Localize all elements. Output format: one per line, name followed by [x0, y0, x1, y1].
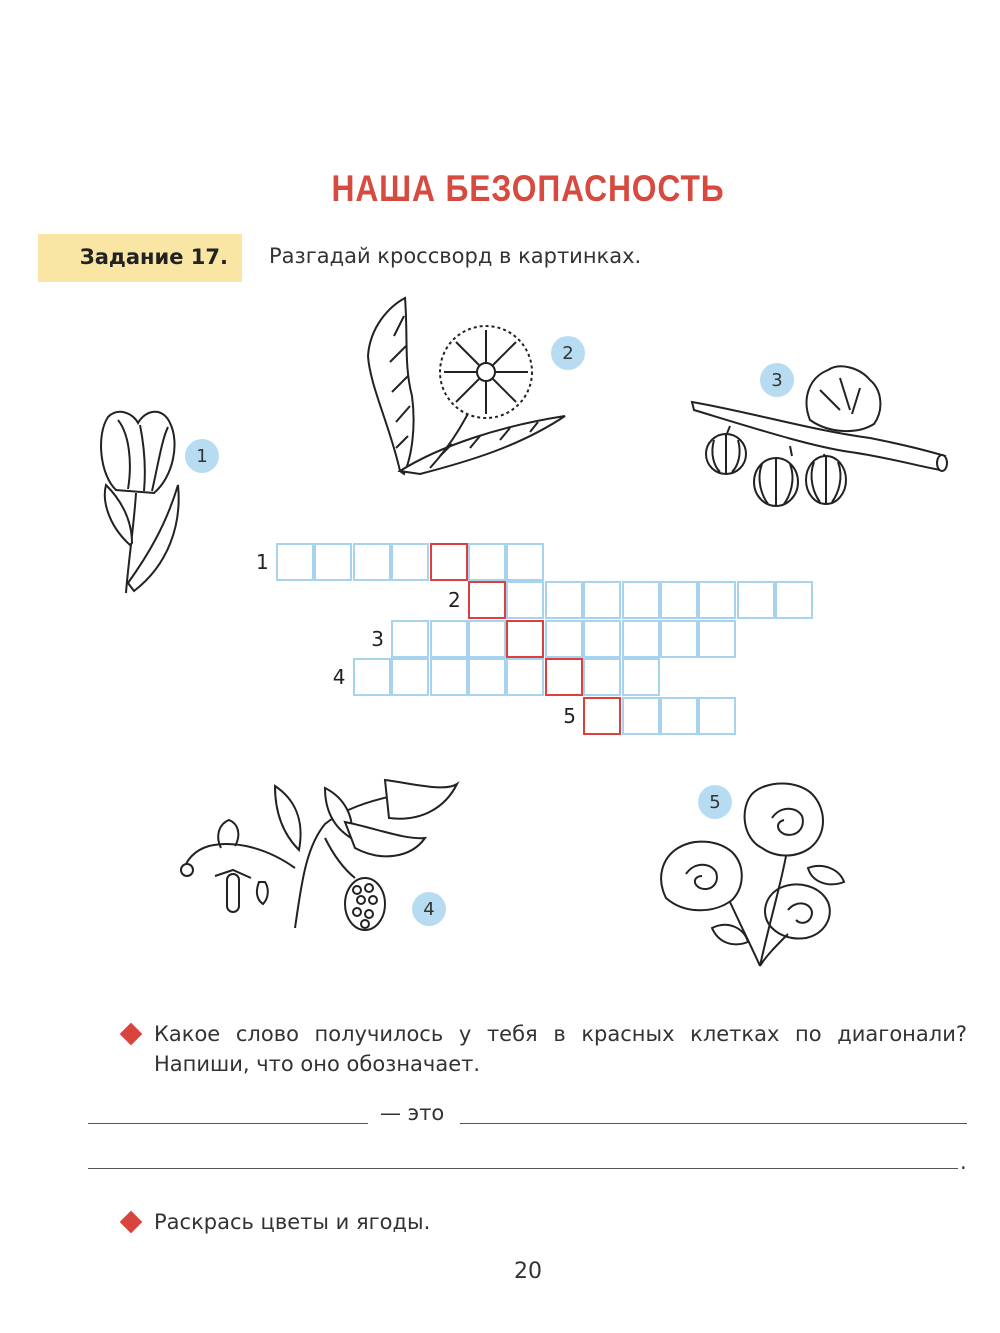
crossword-cell[interactable] — [583, 581, 621, 619]
page-number: 20 — [514, 1259, 542, 1284]
crossword-cell[interactable] — [622, 581, 660, 619]
crossword-cell[interactable] — [660, 620, 698, 658]
bullet-diamond-icon — [120, 1023, 143, 1046]
crossword-cell[interactable] — [353, 543, 391, 581]
picture-4-marker: 4 — [412, 892, 446, 926]
crossword-row-number: 2 — [448, 588, 461, 613]
page-title: НАША БЕЗОПАСНОСТЬ — [331, 168, 725, 209]
task-badge — [38, 234, 242, 282]
tulip-icon — [88, 405, 188, 600]
crossword-cell[interactable] — [468, 620, 506, 658]
crossword-row-number: 3 — [371, 626, 384, 651]
picture-1-marker: 1 — [185, 439, 219, 473]
crossword-cell-highlighted[interactable] — [468, 581, 506, 619]
crossword-cell-highlighted[interactable] — [583, 697, 621, 735]
crossword-cell[interactable] — [583, 620, 621, 658]
picture-5-marker: 5 — [698, 785, 732, 819]
crossword-cell[interactable] — [468, 543, 506, 581]
crossword-cell[interactable] — [276, 543, 314, 581]
picture-2-marker: 2 — [551, 336, 585, 370]
crossword-cell[interactable] — [583, 658, 621, 696]
answer-word-blank[interactable] — [88, 1123, 368, 1124]
crossword-cell[interactable] — [353, 658, 391, 696]
question-2: Раскрась цветы и ягоды. — [154, 1210, 431, 1234]
crossword-cell[interactable] — [660, 697, 698, 735]
crossword-cell[interactable] — [314, 543, 352, 581]
crossword-row-number: 1 — [256, 550, 269, 574]
crossword-row-number: 4 — [332, 665, 346, 690]
dandelion-icon — [360, 296, 570, 476]
crossword-cell[interactable] — [506, 658, 544, 696]
crossword-cell[interactable] — [545, 620, 583, 658]
picture-3-marker: 3 — [760, 363, 794, 397]
task-instruction: Разгадай кроссворд в картинках. — [269, 244, 642, 268]
crossword-cell[interactable] — [737, 581, 775, 619]
crossword-cell[interactable] — [391, 543, 429, 581]
crossword-cell-highlighted[interactable] — [506, 620, 544, 658]
crossword-cell-highlighted[interactable] — [545, 658, 583, 696]
gooseberry-branch-icon — [690, 360, 950, 520]
answer-meaning-blank-2[interactable] — [88, 1168, 958, 1169]
question-1-line-2: Напиши, что оно обозначает. — [154, 1052, 481, 1076]
bullet-diamond-icon — [120, 1211, 143, 1234]
crossword-cell[interactable] — [775, 581, 813, 619]
question-1-line-1: Какое слово получилось у тебя в красных клетках по диагонали? — [154, 1022, 967, 1046]
crossword-cell[interactable] — [660, 581, 698, 619]
crossword-cell[interactable] — [622, 620, 660, 658]
answer-meaning-blank[interactable] — [460, 1123, 967, 1124]
crossword-cell[interactable] — [506, 581, 544, 619]
crossword-cell[interactable] — [698, 620, 736, 658]
crossword-cell[interactable] — [622, 658, 660, 696]
crossword-cell[interactable] — [430, 620, 468, 658]
crossword-cell[interactable] — [698, 581, 736, 619]
answer-separator: — это — [380, 1101, 445, 1125]
crossword-cell[interactable] — [545, 581, 583, 619]
crossword-cell[interactable] — [506, 543, 544, 581]
task-label: Задание 17. — [79, 245, 228, 269]
crossword-cell[interactable] — [391, 620, 429, 658]
crossword-cell[interactable] — [622, 697, 660, 735]
crossword-cell[interactable] — [430, 658, 468, 696]
crossword-row-number: 5 — [563, 703, 576, 728]
crossword-cell-highlighted[interactable] — [430, 543, 468, 581]
roses-icon — [652, 778, 852, 968]
answer-end-dot: . — [960, 1150, 967, 1174]
crossword-cell[interactable] — [698, 697, 736, 735]
crossword-cell[interactable] — [468, 658, 506, 696]
crossword-cell[interactable] — [391, 658, 429, 696]
